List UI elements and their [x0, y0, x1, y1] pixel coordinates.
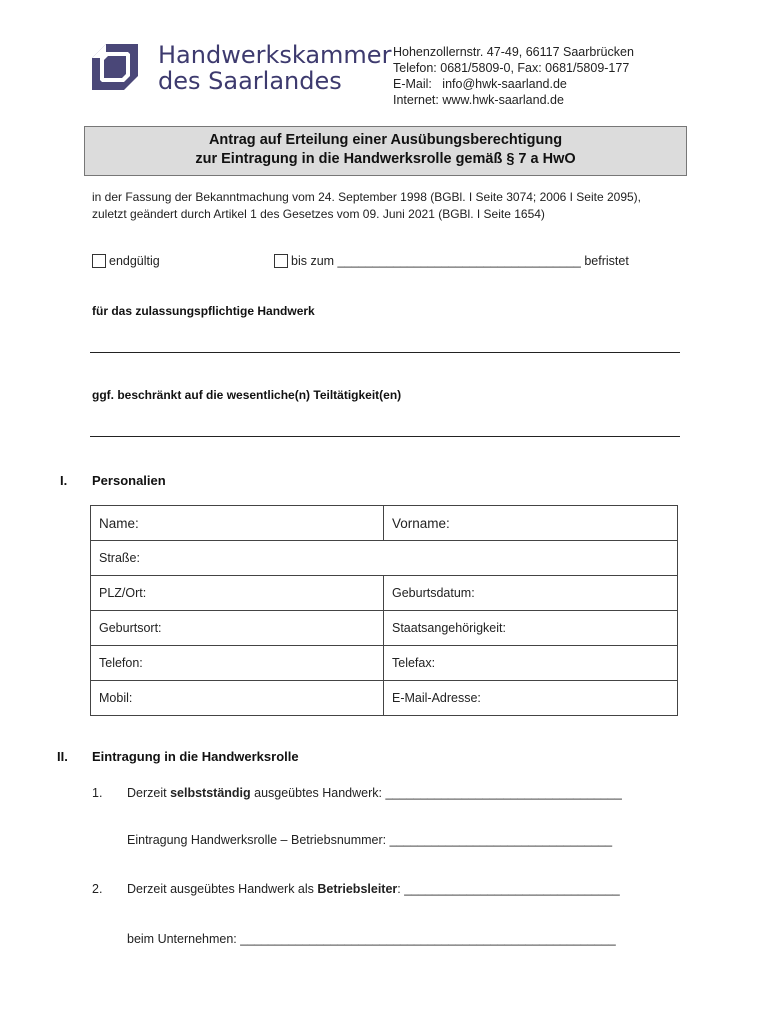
name-field[interactable]: Name:	[91, 506, 384, 541]
item2-line[interactable]	[127, 882, 620, 896]
contact-email: E-Mail: info@hwk-saarland.de	[393, 77, 567, 91]
telefax-field[interactable]: Telefax:	[384, 646, 678, 681]
item2-sub-line[interactable]: beim Unternehmen: ______________________________________________________	[127, 932, 616, 946]
legal-reference	[92, 189, 641, 223]
personal-data-table	[90, 505, 678, 716]
geburtsdatum-field[interactable]: Geburtsdatum:	[384, 576, 678, 611]
section1-title: Personalien	[92, 473, 166, 488]
option-final[interactable]	[92, 254, 160, 268]
contact-phone: Telefon: 0681/5809-0, Fax: 0681/5809-177	[393, 61, 630, 75]
restricted-label: ggf. beschränkt auf die wesentliche(n) Teiltätigkeit(en)	[92, 388, 402, 402]
form-title-box	[84, 126, 687, 176]
item1-post: ausgeübtes Handwerk: __________________________________	[250, 786, 622, 800]
form-title-line1: Antrag auf Erteilung einer Ausübungsberechtigung	[208, 132, 563, 148]
temporary-label: bis zum ___________________________________ befristet	[291, 254, 629, 268]
restricted-input-line[interactable]	[90, 436, 680, 437]
geburtsort-field[interactable]: Geburtsort:	[91, 611, 384, 646]
org-name-line2: des Saarlandes	[158, 67, 342, 95]
trade-label: für das zulassungspflichtige Handwerk	[92, 304, 315, 318]
staatsangehoerigkeit-field[interactable]: Staatsangehörigkeit:	[384, 611, 678, 646]
legal-line2: zuletzt geändert durch Artikel 1 des Gesetzes vom 09. Juni 2021 (BGBl. I Seite 1654)	[92, 207, 545, 221]
org-name-line1: Handwerkskammer	[158, 41, 392, 69]
contact-internet: Internet: www.hwk-saarland.de	[393, 93, 564, 107]
final-checkbox[interactable]	[92, 254, 106, 268]
form-title-line2: zur Eintragung in die Handwerksrolle gemäß § 7 a HwO	[195, 151, 576, 167]
item2-number: 2.	[92, 882, 103, 896]
item2-bold: Betriebsleiter	[317, 882, 398, 896]
hwk-logo-icon	[92, 44, 138, 90]
item2-pre: Derzeit ausgeübtes Handwerk als	[127, 882, 318, 896]
trade-input-line[interactable]	[90, 352, 680, 353]
mobil-field[interactable]: Mobil:	[91, 681, 384, 716]
option-temporary[interactable]	[274, 254, 629, 268]
email-field[interactable]: E-Mail-Adresse:	[384, 681, 678, 716]
item1-bold: selbstständig	[170, 786, 251, 800]
section2-title: Eintragung in die Handwerksrolle	[92, 749, 299, 764]
plz-ort-field[interactable]: PLZ/Ort:	[91, 576, 384, 611]
organization-name	[158, 42, 391, 94]
section2-number: II.	[57, 749, 68, 764]
item1-sub-line[interactable]: Eintragung Handwerksrolle – Betriebsnummer: ________________________________	[127, 833, 613, 847]
section1-number: I.	[60, 473, 68, 488]
legal-line1: in der Fassung der Bekanntmachung vom 24. September 1998 (BGBl. I Seite 3074; 2006 I Seite 2095),	[92, 190, 641, 204]
item2-post: : _______________________________	[397, 882, 620, 896]
contact-address: Hohenzollernstr. 47-49, 66117 Saarbrücken	[393, 45, 634, 59]
strasse-field[interactable]: Straße:	[91, 541, 678, 576]
temporary-checkbox[interactable]	[274, 254, 288, 268]
telefon-field[interactable]: Telefon:	[91, 646, 384, 681]
item1-pre: Derzeit	[127, 786, 171, 800]
item1-number: 1.	[92, 786, 103, 800]
item1-line[interactable]	[127, 786, 622, 800]
final-label: endgültig	[109, 254, 160, 268]
vorname-field[interactable]: Vorname:	[384, 506, 678, 541]
contact-block	[393, 44, 634, 108]
